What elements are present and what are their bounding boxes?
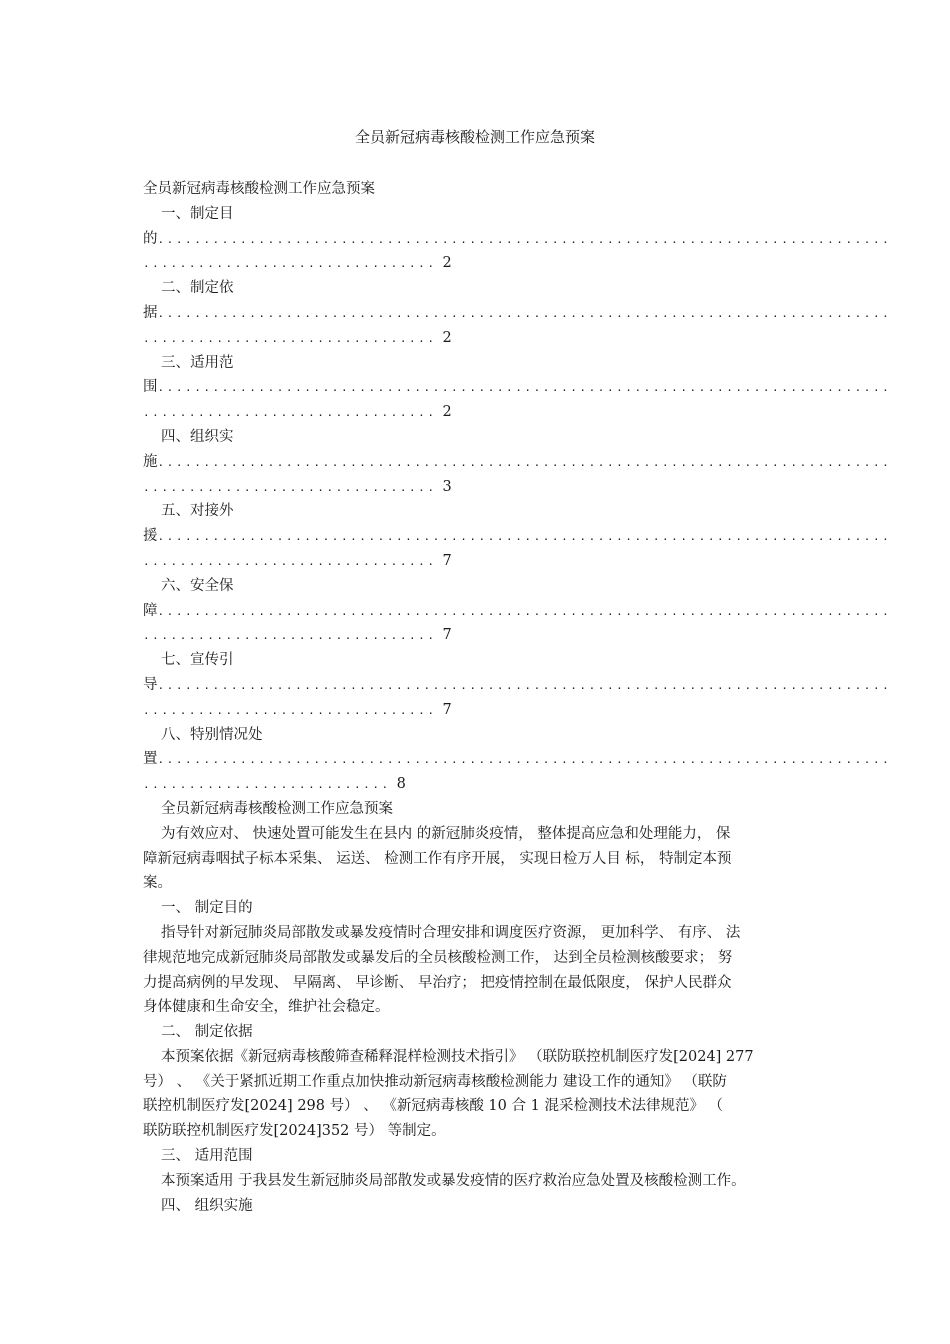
paragraph-line: 本预案适用 于我县发生新冠肺炎局部散发或暴发疫情的医疗救治应急处置及核酸检测工作。	[161, 1172, 746, 1189]
toc-dot-leader: ................................................................................	[157, 530, 892, 544]
toc-entry-leader	[143, 524, 892, 549]
toc-dot-leader: ................................	[143, 629, 437, 643]
toc-heading: 全员新冠病毒核酸检测工作应急预案	[143, 181, 375, 197]
section-2-paragraph	[143, 1045, 809, 1144]
toc-entry-leader	[143, 747, 892, 772]
toc-dot-leader: ................................................................................	[157, 678, 892, 692]
toc-entry-leader	[143, 450, 892, 475]
toc-entry-lead: 置	[143, 751, 158, 768]
toc-entry-label: 五、对接外	[161, 503, 234, 520]
paragraph-line: 为有效应对、 快速处置可能发生在县内 的新冠肺炎疫情， 整体提高应急和处理能力， 保	[161, 825, 731, 842]
paragraph-line: 联防联控机制医疗发[2024]352 号） 等制定。	[143, 1123, 446, 1140]
toc-entry-page-line	[143, 400, 809, 425]
section-3-title: 三、 适用范围	[161, 1148, 253, 1165]
toc-entry-page-line	[143, 772, 809, 797]
toc-entry-label: 一、制定目	[161, 205, 234, 222]
toc-entry-label: 三、适用范	[161, 354, 234, 371]
paragraph-line: 本预案依据《新冠病毒核酸筛查稀释混样检测技术指引》 （联防联控机制医疗发[2024] 277	[161, 1048, 754, 1065]
section-2-title: 二、 制定依据	[161, 1024, 253, 1041]
toc-page-number: 2	[442, 329, 452, 346]
toc-page-number: 7	[442, 627, 452, 644]
toc-dot-leader: ................................	[143, 406, 437, 420]
paragraph-line: 指导针对新冠肺炎局部散发或暴发疫情时合理安排和调度医疗资源， 更加科学、 有序、 法	[161, 924, 741, 941]
toc-entry-leader	[143, 375, 892, 400]
toc-dot-leader: ................................................................................	[157, 381, 892, 395]
toc-page-number: 2	[442, 404, 452, 421]
toc-entry-page-line	[143, 251, 809, 276]
toc-dot-leader: ................................	[143, 554, 437, 568]
toc-page-number: 7	[442, 552, 452, 569]
toc-dot-leader: ................................................................................	[157, 455, 892, 469]
table-of-contents	[143, 202, 892, 797]
toc-entry-page-line	[143, 326, 809, 351]
body-heading: 全员新冠病毒核酸检测工作应急预案	[161, 800, 393, 817]
paragraph-line: 号） 、 《关于紧抓近期工作重点加快推动新冠病毒核酸检测能力 建设工作的通知》 （联防	[143, 1073, 727, 1090]
toc-entry-label: 四、组织实	[161, 428, 234, 445]
toc-entry-leader	[143, 227, 892, 252]
toc-dot-leader: ................................................................................	[157, 604, 892, 618]
section-1-paragraph	[143, 921, 809, 1020]
toc-entry-page-line	[143, 475, 809, 500]
toc-dot-leader: ................................	[143, 331, 437, 345]
toc-entry-lead: 据	[143, 304, 158, 321]
toc-dot-leader: ................................................................................	[157, 306, 892, 320]
toc-entry-page-line	[143, 623, 809, 648]
toc-entry-label: 八、特别情况处	[161, 726, 263, 743]
paragraph-line: 联控机制医疗发[2024] 298 号） 、 《新冠病毒核酸 10 合 1 混采检测技术法律规范》 （	[143, 1098, 724, 1115]
section-3-paragraph	[143, 1169, 809, 1194]
paragraph-line: 障新冠病毒咽拭子标本采集、 运送、 检测工作有序开展， 实现日检万人目 标， 特制定本预	[143, 850, 732, 867]
toc-entry-label: 七、宣传引	[161, 652, 234, 669]
paragraph-line: 身体健康和生命安全，维护社会稳定。	[143, 999, 390, 1016]
toc-entry-leader	[143, 599, 892, 624]
toc-entry-lead: 的	[143, 230, 158, 247]
toc-entry-label: 二、制定依	[161, 280, 234, 297]
toc-dot-leader: ................................	[143, 480, 437, 494]
toc-dot-leader: ................................................................................	[157, 753, 892, 767]
section-4-title: 四、 组织实施	[161, 1197, 253, 1214]
toc-entry-leader	[143, 673, 892, 698]
paragraph-line: 案。	[143, 875, 172, 892]
toc-entry-page-line	[143, 549, 809, 574]
toc-entry-page-line	[143, 698, 809, 723]
document-body	[143, 177, 892, 1218]
toc-dot-leader: ...........................	[143, 778, 391, 792]
toc-entry-lead: 导	[143, 676, 158, 693]
intro-paragraph	[143, 822, 809, 896]
toc-page-number: 3	[442, 478, 452, 495]
toc-entry-lead: 援	[143, 528, 158, 545]
toc-entry-label: 六、安全保	[161, 577, 234, 594]
paragraph-line: 力提高病例的早发现、 早隔离、 早诊断、 早治疗； 把疫情控制在最低限度， 保护人民群众	[143, 974, 732, 991]
toc-page-number: 8	[396, 776, 406, 793]
toc-dot-leader: ................................................................................	[157, 232, 892, 246]
toc-dot-leader: ................................	[143, 703, 437, 717]
toc-dot-leader: ................................	[143, 257, 437, 271]
toc-entry-lead: 围	[143, 379, 158, 396]
toc-entry-lead: 施	[143, 453, 158, 470]
section-1-title: 一、 制定目的	[161, 900, 253, 917]
toc-entry-leader	[143, 301, 892, 326]
toc-entry-lead: 障	[143, 602, 158, 619]
toc-page-number: 7	[442, 701, 452, 718]
page-title: 全员新冠病毒核酸检测工作应急预案	[354, 128, 595, 146]
toc-page-number: 2	[442, 255, 452, 272]
paragraph-line: 律规范地完成新冠肺炎局部散发或暴发后的全员核酸检测工作， 达到全员检测核酸要求； 努	[143, 949, 733, 966]
